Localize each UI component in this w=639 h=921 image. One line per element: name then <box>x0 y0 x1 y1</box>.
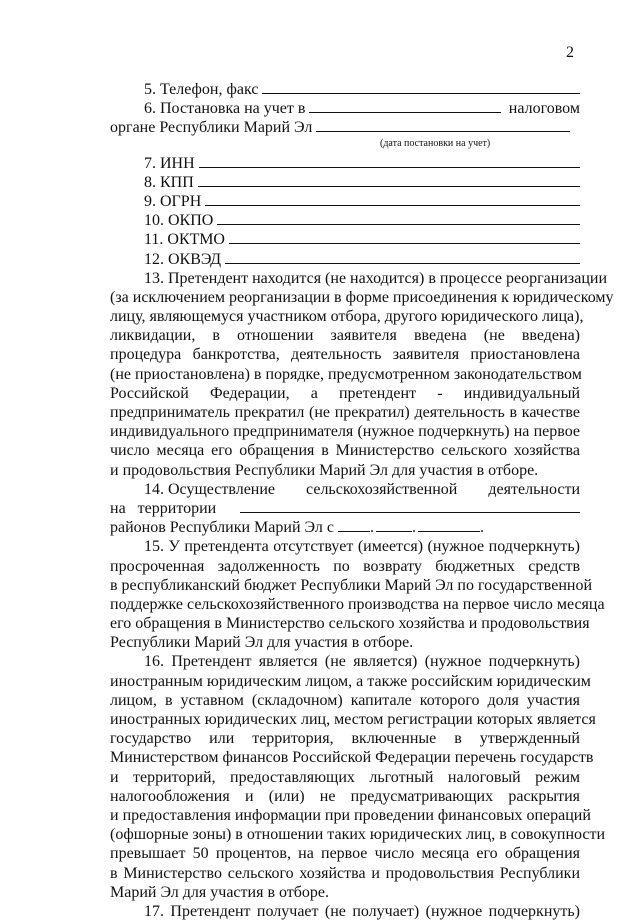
p16-line: налогообложения и (или) не предусматривающих раскрытия <box>110 787 580 805</box>
phone-field <box>110 80 580 99</box>
paragraph-13 <box>110 269 614 480</box>
okved-blank <box>225 250 580 264</box>
oktmo-field <box>110 230 580 249</box>
p13-line: лицу, являющемуся участником отбора, другого юридического лица), <box>110 308 584 326</box>
p13-line: ликвидации, в отношении заявителя введена (не введена) <box>110 327 580 345</box>
p16-line: в Министерство сельского хозяйства и продовольствия Республики <box>110 864 580 882</box>
okved-label: 12. ОКВЭД <box>144 250 222 268</box>
kpp-label: 8. КПП <box>144 173 194 191</box>
p15-line: в республиканский бюджет Республики Марий Эл по государственной <box>110 576 592 594</box>
phone-label: 5. Телефон, факс <box>144 81 259 98</box>
okpo-field <box>110 211 580 230</box>
p13-line: и продовольствия Республики Марий Эл для участия в отборе. <box>110 461 539 479</box>
oktmo-label: 11. ОКТМО <box>144 231 225 249</box>
date-day-blank <box>338 518 370 532</box>
inn-label: 7. ИНН <box>144 154 195 172</box>
registration-label-line2: органе Республики Марий Эл <box>110 119 313 137</box>
p13-line: процедура банкротства, деятельность заявителя приостановлена <box>110 346 580 364</box>
kpp-blank <box>198 173 580 187</box>
paragraph-15 <box>110 537 605 652</box>
p16-line: и территорий, предоставляющих льготный налоговый режим <box>110 768 580 786</box>
paragraph-16 <box>110 652 606 901</box>
ogrn-label: 9. ОГРН <box>144 192 202 210</box>
p14-territory-label: на территории <box>110 499 217 517</box>
p16-line: Марий Эл для участия в отборе. <box>110 883 330 901</box>
p14-word: сельскохозяйственной <box>306 480 458 498</box>
p15-line: просроченная задолженность по возврату бюджетных средств <box>110 557 580 575</box>
p15-line: его обращения в Министерство сельского хозяйства и продовольствия <box>110 615 590 633</box>
p13-line: Российской Федерации, а претендент - индивидуальный <box>110 384 580 402</box>
p16-line: лицом, в уставном (складочном) капитале которого доля участия <box>110 691 580 709</box>
p15-line: 15. У претендента отсутствует (имеется) (нужное подчеркнуть) <box>144 538 580 556</box>
okpo-blank <box>217 211 580 225</box>
p13-line: (не приостановлена) в порядке, предусмотренном законодательством <box>110 365 582 383</box>
okpo-label: 10. ОКПО <box>144 212 214 230</box>
registration-date-caption: (дата постановки на учет) <box>380 137 491 149</box>
p16-line: Министерством финансов Российской Федерации перечень государств <box>110 749 594 767</box>
p14-word: деятельности <box>488 480 580 498</box>
p14-date-label: районов Республики Марий Эл с <box>110 519 334 537</box>
kpp-field <box>110 173 580 192</box>
ogrn-blank <box>205 192 580 206</box>
p15-line: Республики Марий Эл для участия в отборе. <box>110 634 414 652</box>
p13-line: 13. Претендент находится (не находится) в процессе реорганизации <box>144 269 607 287</box>
p16-line: иностранных юридических лиц, местом регистрации которых является <box>110 711 596 728</box>
inn-field <box>110 154 580 173</box>
registration-suffix: налоговом <box>508 100 580 118</box>
paragraph-14: 14. Осуществление сельскохозяйственной деятельности на территории районов Республики Марий Эл с . . . <box>110 480 580 537</box>
p13-line: предприниматель прекратил (не прекратил) деятельность в качестве <box>110 404 580 421</box>
registration-date-blank <box>316 118 570 132</box>
registration-label: 6. Постановка на учет в <box>144 100 306 118</box>
p15-line: поддержке сельскохозяйственного производства на первое число месяца <box>110 595 605 613</box>
p17-line: 17. Претендент получает (не получает) (нужное подчеркнуть) <box>144 902 580 920</box>
registration-field-line2 <box>110 118 580 137</box>
paragraph-17 <box>110 902 580 921</box>
p13-line: число месяца его обращения в Министерство сельского хозяйства <box>110 442 580 460</box>
p16-line: превышает 50 процентов, на первое число месяца его обращения <box>110 845 580 863</box>
ogrn-field <box>110 192 580 211</box>
p16-line: иностранным юридическим лицом, а также российским юридическим <box>110 672 591 690</box>
okved-field <box>110 250 580 269</box>
p14-word: 14. Осуществление <box>144 480 276 498</box>
p13-line: (за исключением реорганизации в форме присоединения к юридическому <box>110 288 614 306</box>
registration-authority-blank <box>309 99 500 113</box>
document-body <box>110 80 614 921</box>
oktmo-blank <box>229 230 580 244</box>
p16-line: 16. Претендент является (не является) (нужное подчеркнуть) <box>144 653 580 671</box>
p16-line: и предоставления информации при проведении финансовых операций <box>110 806 591 824</box>
p16-line: государство или территория, включенные в утвержденный <box>110 730 580 748</box>
inn-blank <box>199 154 580 168</box>
date-month-blank <box>376 518 412 532</box>
page-number: 2 <box>566 44 574 61</box>
p13-line: индивидуального предпринимателя (нужное подчеркнуть) на первое <box>110 423 580 441</box>
territory-blank <box>240 499 580 513</box>
date-year-blank <box>418 518 480 532</box>
phone-blank <box>262 80 580 94</box>
registration-field <box>110 99 580 118</box>
p16-line: (офшорные зоны) в отношении таких юридических лиц, в совокупности <box>110 826 606 844</box>
